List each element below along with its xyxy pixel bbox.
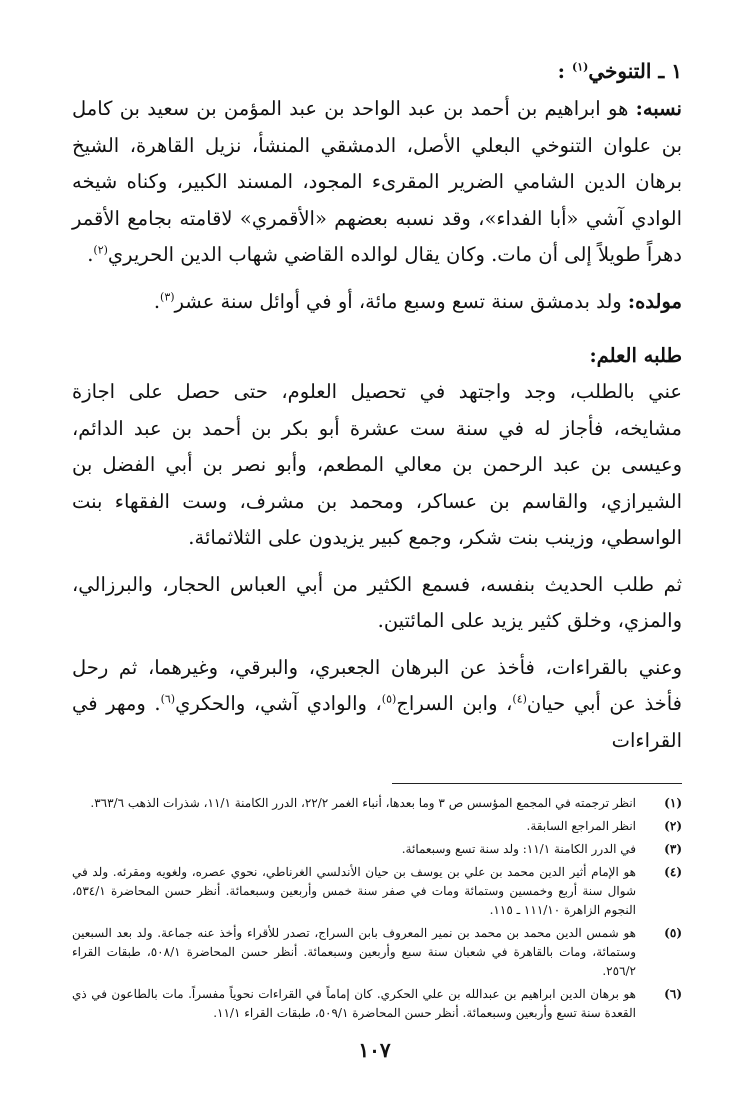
footnote-number: (٥) (664, 926, 682, 940)
page-number: ١٠٧ (358, 1038, 391, 1062)
mawlid-paragraph (72, 284, 682, 321)
nasab-text: هو ابراهيم بن أحمد بن عبد الواحد بن عبد المؤمن بن سعيد بن كامل بن علوان التنوخي البعلي الأصل، الدمشقي المنشأ، نزيل القاهرة، الشيخ برهان الدين الشامي الضرير المقرىء المجود، المسند الكبير، وكناه شيخه الوادي آشي «أبا الفداء»، وقد نسبه بعضهم «الأقمري» لاقامته بجامع الأقمر دهراً طويلاً إلى أن مات. وكان يقال لوالده القاضي شهاب الدين الحريري (72, 97, 682, 266)
footnote-divider (392, 783, 682, 784)
entry-title: ١ ـ التنوخي (588, 59, 682, 83)
footnote-ref-6[interactable]: (٦) (160, 692, 176, 706)
entry-title-colon: : (557, 59, 573, 83)
talab-p3-b: ، وابن السراج (396, 692, 513, 715)
footnote-number: (١) (664, 796, 682, 810)
footnote-text: في الدرر الكامنة ١١/١: ولد سنة تسع وسبعمائة. (401, 842, 636, 856)
footnote (72, 840, 682, 859)
entry-heading (72, 55, 682, 87)
talab-paragraph-2: ثم طلب الحديث بنفسه، فسمع الكثير من أبي العباس الحجار، والبرزالي، والمزي، وخلق كثير يزيد على المائتين. (72, 572, 682, 632)
talab-paragraph-3 (72, 650, 682, 760)
footnote (72, 817, 682, 836)
footnote-number: (٦) (664, 987, 682, 1001)
footnote-number: (٢) (664, 819, 682, 833)
footnote (72, 985, 682, 1023)
footnote-number: (٣) (664, 842, 682, 856)
footnote-ref-5[interactable]: (٥) (381, 692, 397, 706)
nasab-label: نسبه: (635, 97, 682, 120)
footnote-ref-3[interactable]: (٣) (160, 290, 175, 303)
talab-p3-d: . ومهر في القراءات (72, 692, 682, 752)
footnote-text: هو الإمام أثير الدين محمد بن علي بن يوسف بن حيان الأندلسي الغرناطي، نحوي عصره، ولغويه ومقرئه. ولد في شوال سنة أربع وخمسين وستمائة ومات في صفر سنة خمس وأربعين وسبعمائة. أنظر حسن المحاضرة ٥٣٤/١، النجوم الزاهرة ١١١/١٠ ـ ١١٥. (72, 865, 636, 917)
footnote-ref-4[interactable]: (٤) (512, 692, 527, 706)
nasab-end: . (87, 243, 94, 266)
mawlid-end: . (153, 289, 161, 313)
footnote-text: انظر ترجمته في المجمع المؤسس ص ٣ وما بعدها، أنباء الغمر ٢٢/٢، الدرر الكامنة ١١/١، شذرات الذهب ٣٦٣/٦. (90, 796, 636, 810)
footnote-number: (٤) (664, 865, 682, 879)
talab-p3-a: وعني بالقراءات، فأخذ عن البرهان الجعبري، والبرقي، وغيرهما، ثم رحل فأخذ عن أبي حيان (72, 655, 683, 715)
footnote-ref-2[interactable]: (٢) (93, 243, 108, 257)
footnote (72, 924, 682, 981)
footnote-text: هو برهان الدين ابراهيم بن عبدالله بن علي الحكري. كان إماماً في القراءات نحوياً مفسراً. مات بالطاعون في ذي القعدة سنة تسع وأربعين وسبعمائة. أنظر حسن المحاضرة ٥٠٩/١، طبقات القراء ١١/١. (72, 987, 636, 1020)
nasab-paragraph (72, 91, 682, 274)
footnote-ref-1[interactable]: (١) (572, 60, 589, 74)
footnote-text: انظر المراجع السابقة. (526, 819, 636, 833)
talab-title: طلبه العلم: (589, 344, 682, 367)
mawlid-label: مولده: (627, 289, 682, 313)
page-body (72, 55, 682, 1027)
talab-p3-c: ، والوادي آشي، والحكري (175, 692, 382, 715)
mawlid-text: ولد بدمشق سنة تسع وسبع مائة، أو في أوائل سنة عشر (174, 289, 628, 313)
footnote (72, 863, 682, 920)
footnote-text: هو شمس الدين محمد بن محمد بن نمير المعروف بابن السراج، تصدر للأقراء وأخذ عنه جماعة. ولد بعد السبعين وستمائة، ومات بالقاهرة في شعبان سنة سبع وأربعين وسبعمائة. أنظر حسن المحاضرة ٥٠٨/١، طبقات القراء ٢٥٦/٢. (72, 926, 636, 978)
talab-paragraph-1: عني بالطلب، وجد واجتهد في تحصيل العلوم، حتى حصل على اجازة مشايخه، فأجاز له في سنة ست عشرة أبو بكر بن أحمد بن عبد الدائم، وعيسى بن عبد الرحمن بن معالي المطعم، وأبو نصر بن أبي الفضل بن الشيرازي، والقاسم بن عساكر، ومحمد بن مشرف، وست الفقهاء بنت الواسطي، وزينب بنت شكر، وجمع كبير يزيدون على الثلاثمائة. (72, 380, 682, 549)
footnotes (72, 794, 682, 1023)
footnote (72, 794, 682, 813)
